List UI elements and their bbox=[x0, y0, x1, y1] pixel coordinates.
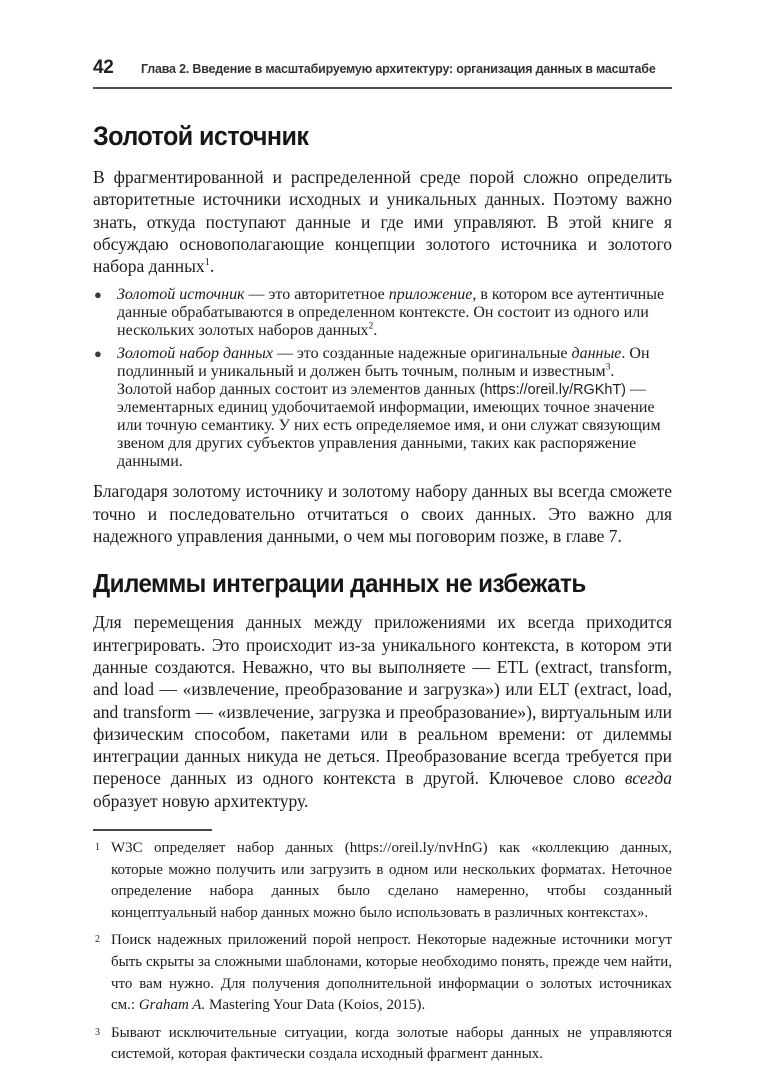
footnote-text: Поиск надежных приложений порой непрост. Некоторые надежные источники могут быть скрыты за сложными шаблонами, которые необходимо понять, прежде чем найти, что вам нужно. Для получения дополнительной информации о золотых источниках см.: Graham A. Mastering Your Data (Koios, 2015). bbox=[111, 932, 672, 1014]
footnotes bbox=[93, 838, 672, 1066]
footnote-text: W3C определяет набор данных (https://oreil.ly/nvHnG) как «коллекцию данных, которые можно получить или загрузить в одном или нескольких форматах. Неточное определение набора данных было сделано намеренно, чтобы созданный концептуальный набор данных можно было использовать в различных контекстах». bbox=[111, 840, 672, 921]
list-item-text: Золотой источник — это авторитетное приложение, в котором все аутентичные данные обрабатываются в определенном контексте. Он состоит из одного или нескольких золотых наборов данных$^2$. bbox=[117, 286, 665, 340]
paragraph-golden-source-outro: Благодаря золотому источнику и золотому набору данных вы всегда сможете точно и последовательно отчитаться о своих данных. Это важно для надежного управления данными, о чем мы поговорим позже, в главе 7. bbox=[93, 481, 672, 547]
footnote-2 bbox=[93, 930, 672, 1016]
list-item-text: Золотой набор данных — это созданные надежные оригинальные данные. Он подлинный и уникальный и должен быть точным, полным и известным$^3$. Золотой набор данных состоит из элементов данных (https://oreil.ly/RGKhT) — элементарных единиц удобочитаемой информации, имеющих точное значение или точную семантику. У них есть определяемое имя, и они служат связующим звеном для других субъектов управления данными, таких как распоряжение данными. bbox=[117, 345, 661, 471]
section-title-golden-source: Золотой источник bbox=[93, 121, 309, 151]
footnote-marker: 1 bbox=[95, 842, 100, 854]
bullet-list bbox=[93, 286, 672, 471]
chapter-title: Глава 2. Введение в масштабируемую архитектуру: организация данных в масштабе bbox=[140, 61, 656, 76]
list-item-golden-source bbox=[93, 286, 672, 340]
running-head bbox=[93, 57, 672, 89]
footnote-text: Бывают исключительные ситуации, когда золотые наборы данных не управляются системой, которая фактически создала исходный фрагмент данных. bbox=[111, 1024, 672, 1063]
bullet-icon: ● bbox=[94, 345, 102, 361]
page-number: 42 bbox=[93, 57, 114, 78]
footnote-separator bbox=[93, 829, 212, 831]
paragraph-integration-dilemmas: Для перемещения данных между приложениями их всегда приходится интегрировать. Это происходит из-за уникального контекста, в котором эти данные создаются. Неважно, что вы выполняете — ETL (extract, transform, and load — «извлечение, преобразование и загрузка») или ELT (extract, load, and transform — «извлечение, загрузка и преобразование»), виртуальным или физическим способом, пакетами или в реальном времени: от дилеммы интеграции данных никуда не деться. Преобразование всегда требуется при переносе данных из одного контекста в другой. Ключевое слово всегда образует новую архитектуру. bbox=[93, 612, 672, 811]
footnote-marker: 2 bbox=[95, 934, 100, 946]
paragraph-golden-source-intro: В фрагментированной и распределенной среде порой сложно определить авторитетные источники исходных и уникальных данных. Поэтому важно знать, откуда поступают данные и где ими управляют. В этой книге я обсуждаю основополагающие концепции золотого источника и золотого набора данных$^1$. bbox=[93, 167, 672, 277]
section-title-integration-dilemmas: Дилеммы интеграции данных не избежать bbox=[93, 568, 586, 599]
footnote-3 bbox=[93, 1023, 672, 1066]
list-item-golden-dataset bbox=[93, 345, 672, 471]
footnote-1 bbox=[93, 838, 672, 924]
bullet-icon: ● bbox=[94, 286, 102, 302]
footnote-marker: 3 bbox=[95, 1026, 100, 1038]
